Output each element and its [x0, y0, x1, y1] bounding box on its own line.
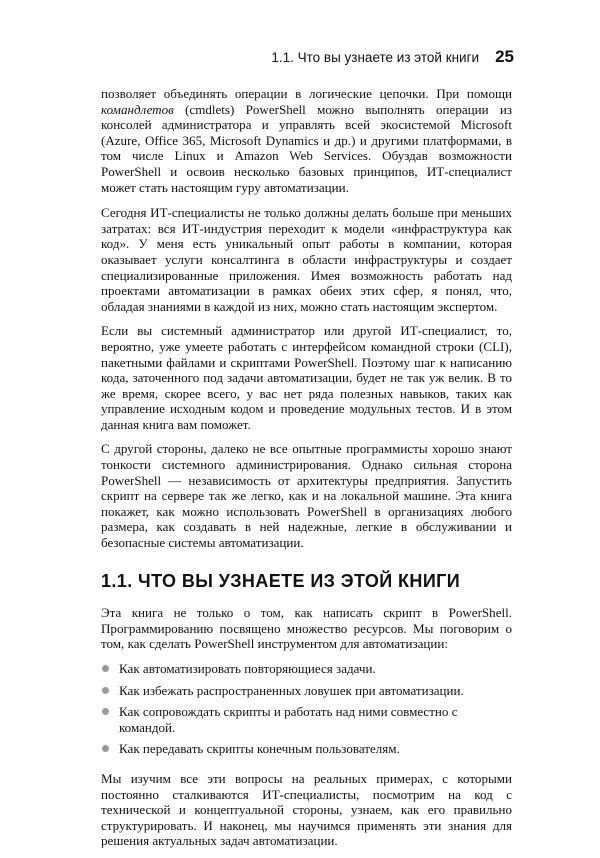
running-header — [271, 47, 514, 67]
list-item-text: Как автоматизировать повторяющиеся задачи. — [119, 661, 376, 676]
section-heading: 1.1. ЧТО ВЫ УЗНАЕТЕ ИЗ ЭТОЙ КНИГИ — [101, 570, 461, 591]
bullet-icon — [102, 687, 109, 694]
paragraph-2: Сегодня ИТ-специалисты не только должны делать больше при меньших затратах: вся ИТ-индустрия переходит к модели «инфраструктура как код». У меня есть уникальный опыт работы в компании, которая оказывает услуги консалтинга в области инфраструктуры и создает специализированные приложения. Имея возможность работать над проектами автоматизации в рамках обеих этих сфер, я понял, что, обладая знаниями в каждой из них, можно стать настоящим экспертом. — [101, 205, 512, 314]
list-item-text: Как избежать распространенных ловушек при автоматизации. — [119, 682, 464, 698]
paragraph-3: Если вы системный администратор или другой ИТ-специалист, то, вероятно, уже умеете работать с интерфейсом командной строки (CLI), пакетными файлами и скриптами PowerShell. Поэтому шаг к написанию кода, заточенного под задачи автоматизации, будет не так уж велик. В то же время, скорее всего, у вас нет ряда полезных навыков, таких как управление исходным кодом и проведение модульных тестов. И в этом данная книга вам поможет. — [101, 323, 512, 432]
list-item-text: Как сопровождать скрипты и работать над ними совместно с командой. — [119, 704, 458, 735]
paragraph-1-part-a: позволяет объединять операции в логические цепочки. При помощи — [101, 86, 512, 101]
paragraph-1 — [101, 86, 512, 195]
page-number: 25 — [495, 47, 514, 66]
list-item — [101, 683, 512, 699]
section-outro: Мы изучим все эти вопросы на реальных примерах, с которыми постоянно сталкиваются ИТ-специалисты, посмотрим на код с технической и концептуальной стороны, узнаем, как его правильно структурировать. И наконец, мы научимся применять эти знания для решения актуальных задач автоматизации. — [101, 770, 512, 849]
bullet-icon — [102, 745, 109, 752]
paragraph-1-emphasis: командлетов — [101, 101, 174, 117]
list-item-text: Как передавать скрипты конечным пользователям. — [119, 741, 400, 757]
running-header-title: 1.1. Что вы узнаете из этой книги — [271, 50, 480, 65]
paragraph-1-part-b: (cmdlets) PowerShell можно выполнять операции из консолей администратора и управлять всей экосистемой Microsoft (Azure, Office 365, Microsoft Dynamics и др.) и другими платформами, в том числе Linux и Amazon Web Services. Обуздав возможности PowerShell и освоив несколько базовых принципов, ИТ-специалист может стать настоящим гуру автоматизации. — [101, 101, 512, 195]
paragraph-4: С другой стороны, далеко не все опытные программисты хорошо знают тонкости системного администрирования. Однако сильная сторона PowerShell — независимость от архитектуры предприятия. Запустить скрипт на сервере так же легко, как и на локальной машине. Эта книга покажет, как можно использовать PowerShell в организациях любого размера, как создавать в ней надежные, легкие в обслуживании и безопасные системы автоматизации. — [101, 441, 512, 551]
bullet-icon — [102, 708, 109, 715]
bullet-icon — [102, 665, 109, 672]
section-intro: Эта книга не только о том, как написать скрипт в PowerShell. Программированию посвящено множество ресурсов. Мы поговорим о том, как сделать PowerShell инструментом для автоматизации: — [101, 605, 512, 652]
bullet-list — [101, 661, 512, 757]
list-item — [101, 661, 512, 677]
list-item — [101, 741, 512, 757]
list-item — [101, 704, 512, 735]
page-body — [101, 86, 512, 858]
